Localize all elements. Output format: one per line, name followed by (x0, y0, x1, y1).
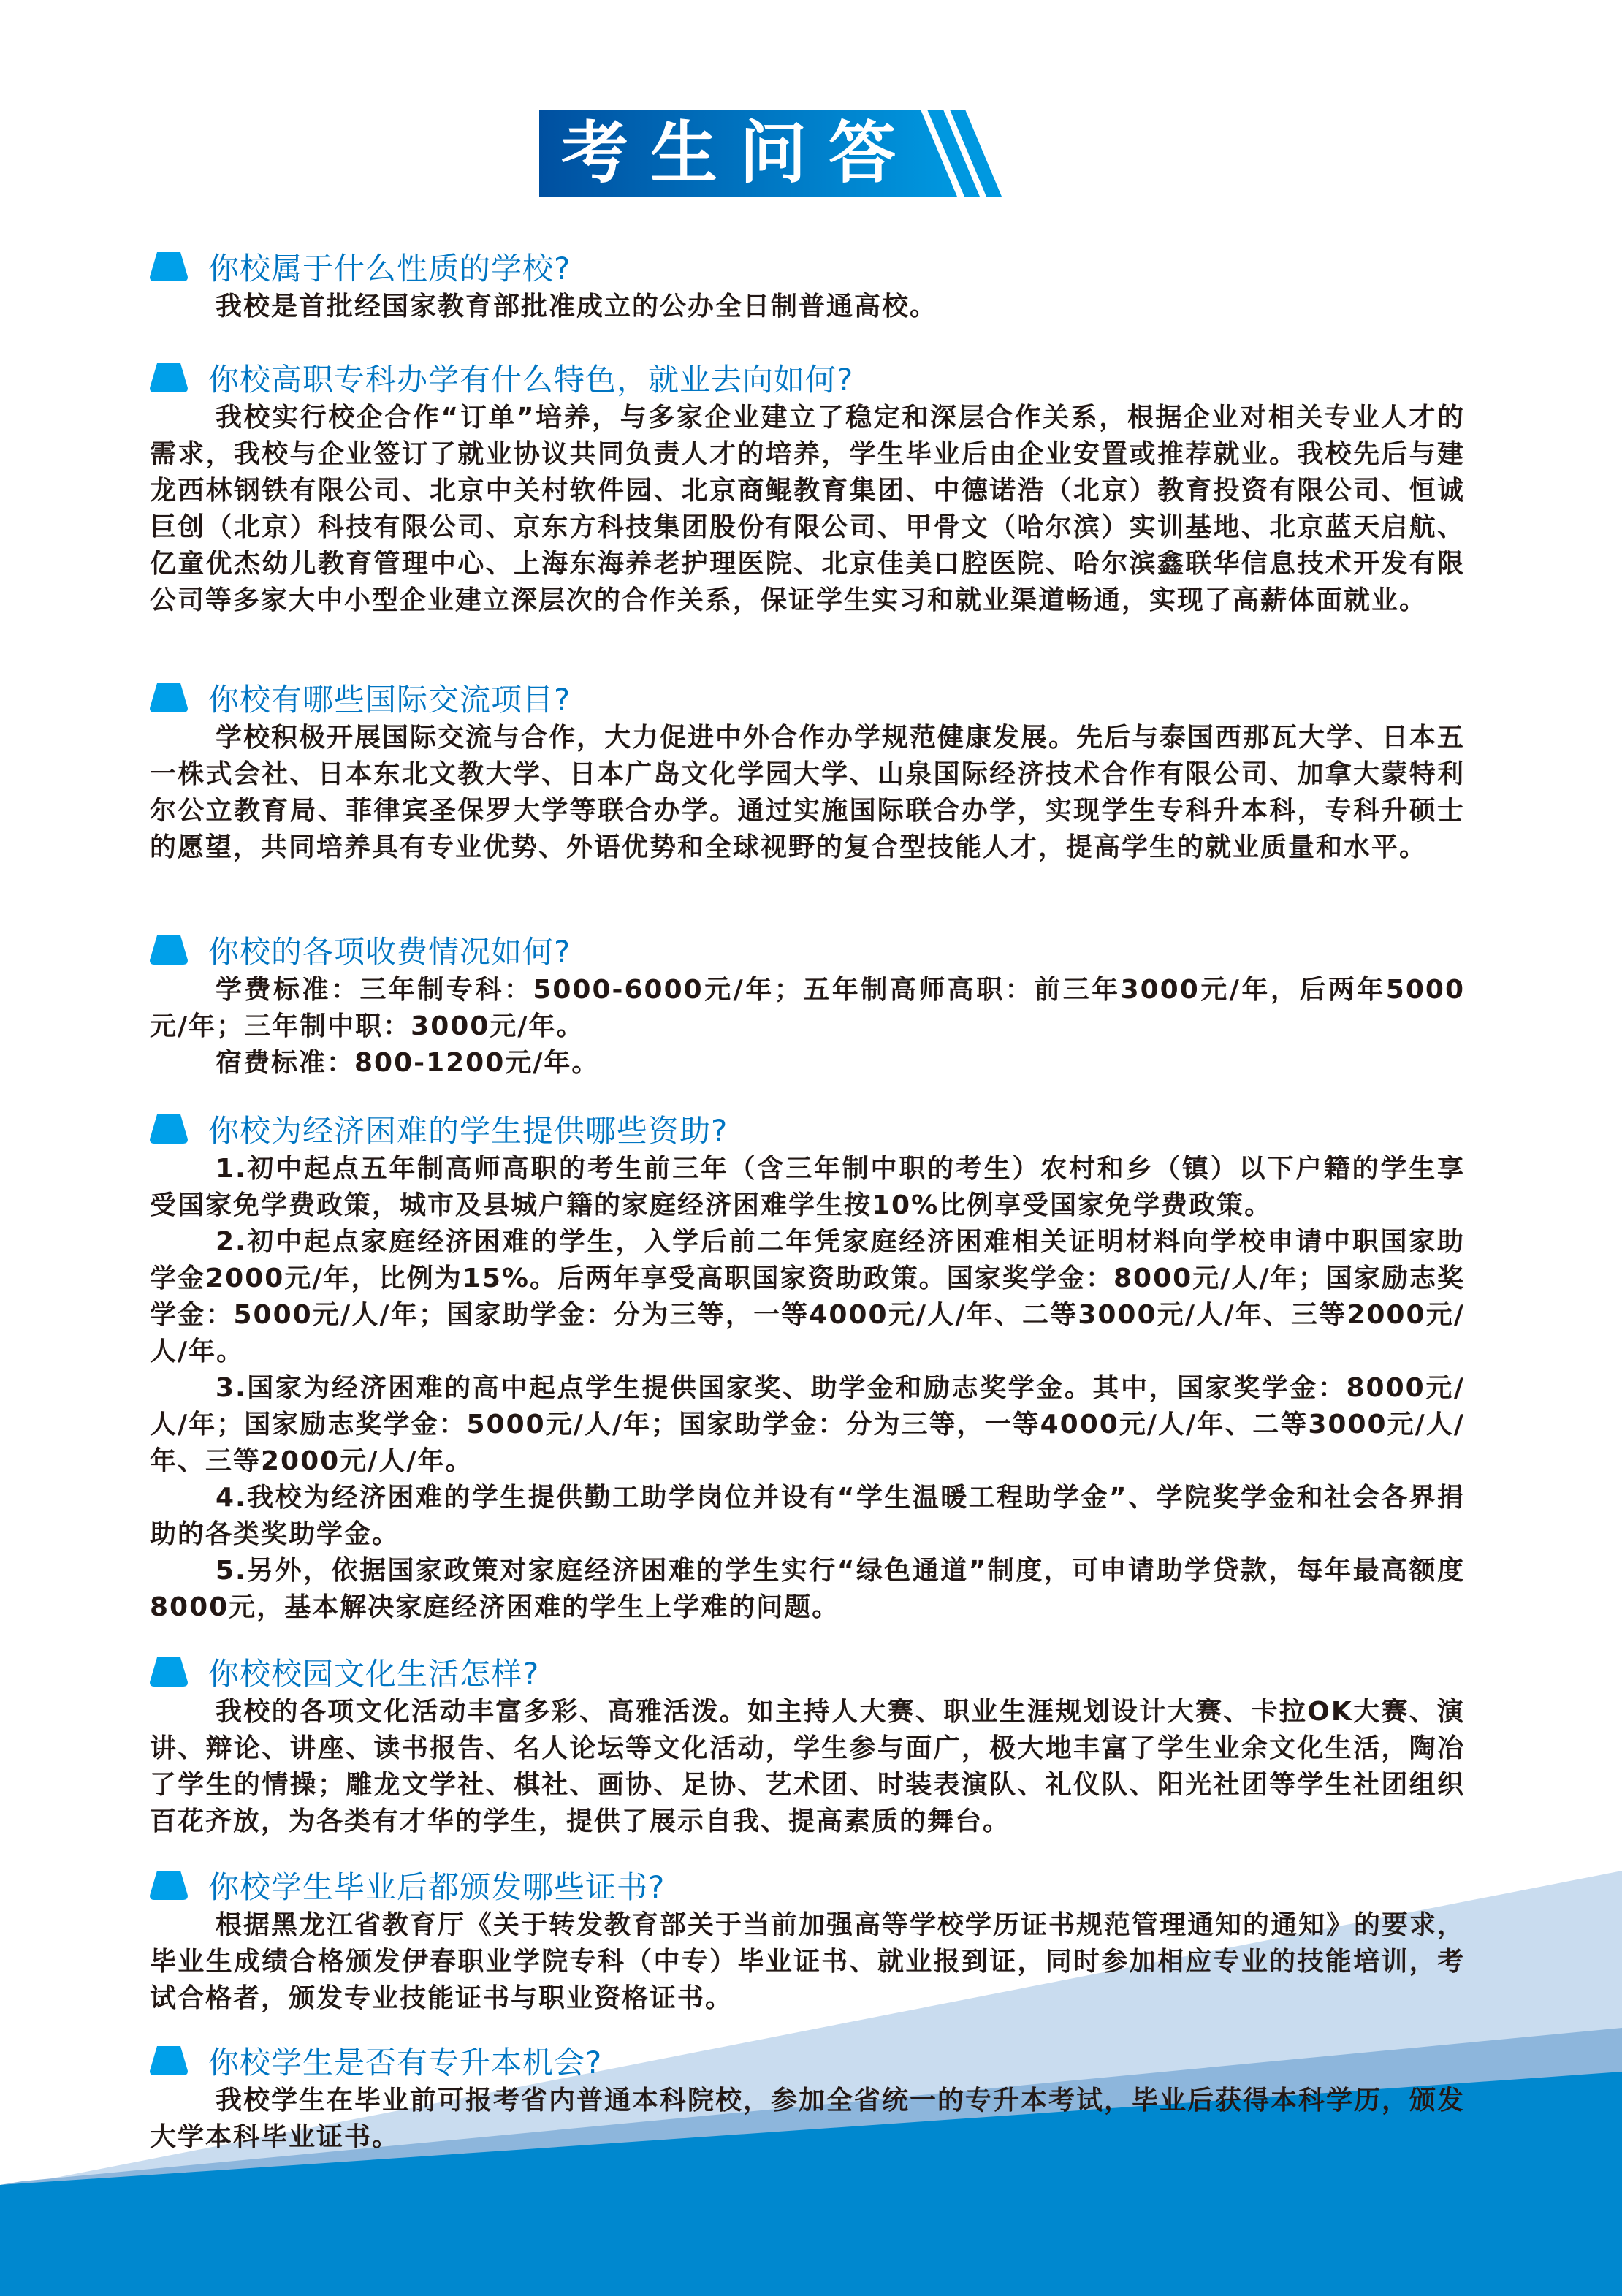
answer-paragraph: 2.初中起点家庭经济困难的学生，入学后前二年凭家庭经济困难相关证明材料向学校申请中职国家助学金2000元/年，比例为15%。后两年享受高职国家资助政策。国家奖学金：8000元/人/年；国家励志奖学金：5000元/人/年；国家助学金：分为三等，一等4000元/人/年、二等3000元/人/年、三等2000元/人/年。 (150, 1227, 1465, 1366)
question-heading (150, 2039, 1465, 2083)
answer-paragraph: 3.国家为经济困难的高中起点学生提供国家奖、助学金和励志奖学金。其中，国家奖学金：8000元/人/年；国家励志奖学金：5000元/人/年；国家助学金：分为三等，一等4000元/人/年、二等3000元/人/年、三等2000元/人/年。 (150, 1373, 1465, 1476)
trapezoid-marker-icon (150, 252, 188, 281)
question-heading (150, 676, 1465, 720)
question-heading (150, 1863, 1465, 1907)
qa-section-upgrade-to-bachelor (150, 2039, 1465, 2156)
qa-section-fees (150, 928, 1465, 1082)
answer-text (150, 1907, 1465, 2017)
answer-paragraph: 宿费标准：800-1200元/年。 (216, 1048, 600, 1078)
answer-text (150, 289, 1465, 325)
qa-section-international (150, 676, 1465, 866)
qa-section-school-nature (150, 245, 1465, 325)
answer-paragraph: 4.我校为经济困难的学生提供勤工助学岗位并设有“学生温暖工程助学金”、学院奖学金和社会各界捐助的各类奖助学金。 (150, 1483, 1465, 1549)
question-text: 你校校园文化生活怎样? (208, 1656, 540, 1692)
trapezoid-marker-icon (150, 2046, 188, 2075)
answer-paragraph: 我校的各项文化活动丰富多彩、高雅活泼。如主持人大赛、职业生涯规划设计大赛、卡拉OK大赛、演讲、辩论、讲座、读书报告、名人论坛等文化活动，学生参与面广，极大地丰富了学生业余文化生活，陶冶了学生的情操；雕龙文学社、棋社、画协、足协、艺术团、时装表演队、礼仪队、阳光社团等学生社团组织百花齐放，为各类有才华的学生，提供了展示自我、提高素质的舞台。 (150, 1697, 1465, 1836)
answer-paragraph: 我校实行校企合作“订单”培养，与多家企业建立了稳定和深层合作关系，根据企业对相关专业人才的需求，我校与企业签订了就业协议共同负责人才的培养，学生毕业后由企业安置或推荐就业。我校先后与建龙西林钢铁有限公司、北京中关村软件园、北京商鲲教育集团、中德诺浩（北京）教育投资有限公司、恒诚巨创（北京）科技有限公司、京东方科技集团股份有限公司、甲骨文（哈尔滨）实训基地、北京蓝天启航、亿童优杰幼儿教育管理中心、上海东海养老护理医院、北京佳美口腔医院、哈尔滨鑫联华信息技术开发有限公司等多家大中小型企业建立深层次的合作关系，保证学生实习和就业渠道畅通，实现了高薪体面就业。 (150, 403, 1465, 615)
title-banner (539, 110, 1018, 197)
question-text: 你校学生毕业后都颁发哪些证书? (208, 1869, 666, 1905)
qa-section-financial-aid (150, 1107, 1465, 1626)
qa-section-features-employment (150, 356, 1465, 619)
question-text: 你校学生是否有专升本机会? (208, 2045, 603, 2080)
answer-paragraph: 学校积极开展国际交流与合作，大力促进中外合作办学规范健康发展。先后与泰国西那瓦大学、日本五一株式会社、日本东北文教大学、日本广岛文化学园大学、山泉国际经济技术合作有限公司、加拿大蒙特利尔公立教育局、菲律宾圣保罗大学等联合办学。通过实施国际联合办学，实现学生专科升本科，专科升硕士的愿望，共同培养具有专业优势、外语优势和全球视野的复合型技能人才，提高学生的就业质量和水平。 (150, 723, 1466, 862)
answer-text (150, 972, 1465, 1082)
trapezoid-marker-icon (150, 935, 188, 965)
question-text: 你校为经济困难的学生提供哪些资助? (208, 1113, 728, 1149)
question-text: 你校有哪些国际交流项目? (208, 682, 571, 718)
trapezoid-marker-icon (150, 1657, 188, 1687)
question-heading (150, 1650, 1465, 1694)
answer-paragraph: 我校是首批经国家教育部批准成立的公办全日制普通高校。 (216, 292, 938, 322)
answer-text (150, 400, 1465, 619)
answer-paragraph: 根据黑龙江省教育厅《关于转发教育部关于当前加强高等学校学历证书规范管理通知的通知》的要求，毕业生成绩合格颁发伊春职业学院专科（中专）毕业证书、就业报到证，同时参加相应专业的技能培训，考试合格者，颁发专业技能证书与职业资格证书。 (150, 1910, 1466, 2013)
trapezoid-marker-icon (150, 363, 188, 392)
answer-paragraph: 5.另外，依据国家政策对家庭经济困难的学生实行“绿色通道”制度，可申请助学贷款，每年最高额度8000元，基本解决家庭经济困难的学生上学难的问题。 (150, 1556, 1465, 1622)
answer-text (150, 1151, 1465, 1626)
page-title: 考生问答 (561, 114, 918, 192)
answer-paragraph: 学费标准：三年制专科：5000-6000元/年；五年制高师高职：前三年3000元/年，后两年5000元/年；三年制中职：3000元/年。 (150, 975, 1465, 1041)
question-text: 你校属于什么性质的学校? (208, 251, 571, 286)
qa-section-certificates (150, 1863, 1465, 2017)
answer-text (150, 720, 1465, 866)
answer-paragraph: 1.初中起点五年制高师高职的考生前三年（含三年制中职的考生）农村和乡（镇）以下户籍的学生享受国家免学费政策，城市及县城户籍的家庭经济困难学生按10%比例享受国家免学费政策。 (150, 1154, 1465, 1220)
trapezoid-marker-icon (150, 1871, 188, 1900)
question-heading (150, 356, 1465, 400)
answer-text (150, 2083, 1465, 2156)
question-text: 你校高职专科办学有什么特色，就业去向如何? (208, 362, 854, 398)
answer-paragraph: 我校学生在毕业前可报考省内普通本科院校，参加全省统一的专升本考试，毕业后获得本科学历，颁发大学本科毕业证书。 (150, 2086, 1466, 2152)
question-text: 你校的各项收费情况如何? (208, 934, 571, 970)
qa-section-campus-life (150, 1650, 1465, 1840)
answer-text (150, 1694, 1465, 1840)
trapezoid-marker-icon (150, 683, 188, 712)
question-heading (150, 928, 1465, 972)
question-heading (150, 245, 1465, 289)
question-heading (150, 1107, 1465, 1151)
trapezoid-marker-icon (150, 1114, 188, 1144)
